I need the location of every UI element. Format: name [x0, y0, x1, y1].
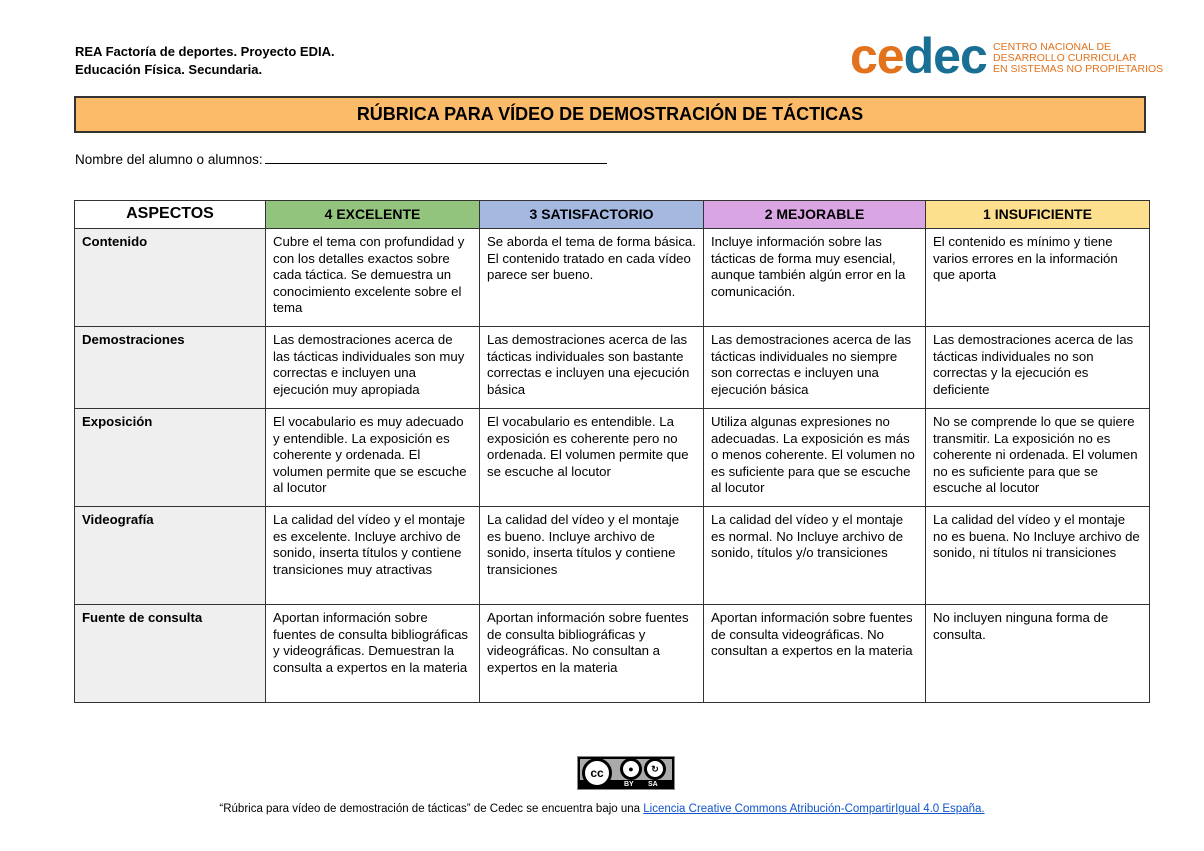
header-line-1: REA Factoría de deportes. Proyecto EDIA.: [75, 44, 335, 59]
header-level-3: 3 SATISFACTORIO: [480, 201, 704, 229]
license-link[interactable]: Licencia Creative Commons Atribución-CompartirIgual 4.0 España.: [643, 803, 985, 815]
attribution-person-icon: ●: [620, 758, 642, 780]
table-cell: La calidad del vídeo y el montaje no es buena. No Incluye archivo de sonido, ni títulos ni transiciones: [926, 507, 1150, 605]
cc-icon: cc: [582, 758, 612, 788]
header-level-4: 4 EXCELENTE: [266, 201, 480, 229]
logo-word-part-1: ce: [850, 28, 904, 84]
logo-sub-line-2: DESARROLLO CURRICULAR: [993, 52, 1137, 64]
table-cell: Incluye información sobre las tácticas de forma muy esencial, aunque también algún error en la comunicación.: [704, 229, 926, 327]
share-alike-icon: ↻: [644, 758, 666, 780]
student-name-field: [75, 151, 607, 167]
table-cell: El vocabulario es muy adecuado y entendible. La exposición es coherente y ordenada. El volumen permite que se escuche al locutor: [266, 409, 480, 507]
header-level-2: 2 MEJORABLE: [704, 201, 926, 229]
sa-label: SA: [648, 781, 658, 788]
table-cell: El vocabulario es entendible. La exposición es coherente pero no ordenada. El volumen permite que se escuche al locutor: [480, 409, 704, 507]
table-cell: El contenido es mínimo y tiene varios errores en la información que aporta: [926, 229, 1150, 327]
rubric-table: [74, 200, 1150, 703]
table-cell: Utiliza algunas expresiones no adecuadas. La exposición es más o menos coherente. El volumen no es suficiente para que se escuche al locutor: [704, 409, 926, 507]
table-cell: Las demostraciones acerca de las tácticas individuales no son correctas y la ejecución es deficiente: [926, 327, 1150, 409]
table-row: [75, 327, 1150, 409]
table-cell: Se aborda el tema de forma básica. El contenido tratado en cada vídeo parece ser bueno.: [480, 229, 704, 327]
logo-sub-line-3: EN SISTEMAS NO PROPIETARIOS: [993, 63, 1164, 75]
student-name-blank-line: [265, 151, 607, 164]
table-cell: La calidad del vídeo y el montaje es bueno. Incluye archivo de sonido, inserta títulos y contiene transiciones: [480, 507, 704, 605]
cc-by-sa-badge: [577, 756, 675, 790]
logo-subtitle: [993, 42, 1163, 75]
logo-word-part-2: dec: [903, 28, 987, 84]
student-name-label: Nombre del alumno o alumnos:: [75, 152, 263, 167]
table-cell: Cubre el tema con profundidad y con los detalles exactos sobre cada táctica. Se demuestra un conocimiento excelente sobre el tema: [266, 229, 480, 327]
row-aspect: Exposición: [75, 409, 266, 507]
by-label: BY: [624, 781, 634, 788]
table-cell: La calidad del vídeo y el montaje es excelente. Incluye archivo de sonido, inserta títulos y contiene transiciones muy atractivas: [266, 507, 480, 605]
table-cell: Las demostraciones acerca de las tácticas individuales son muy correctas e incluyen una ejecución muy apropiada: [266, 327, 480, 409]
logo-wordmark: [850, 28, 987, 84]
table-row: [75, 229, 1150, 327]
table-row: [75, 605, 1150, 703]
table-cell: Aportan información sobre fuentes de consulta videográficas. No consultan a expertos en la materia: [704, 605, 926, 703]
table-cell: Las demostraciones acerca de las tácticas individuales son bastante correctas e incluyen una ejecución básica: [480, 327, 704, 409]
rubric-header-row: [75, 201, 1150, 229]
license-footer: [0, 803, 1204, 815]
row-aspect: Demostraciones: [75, 327, 266, 409]
header-level-1: 1 INSUFICIENTE: [926, 201, 1150, 229]
table-cell: La calidad del vídeo y el montaje es normal. No Incluye archivo de sonido, títulos y/o transiciones: [704, 507, 926, 605]
row-aspect: Videografía: [75, 507, 266, 605]
table-row: [75, 507, 1150, 605]
table-row: [75, 409, 1150, 507]
table-cell: Aportan información sobre fuentes de consulta bibliográficas y videográficas. No consultan a expertos en la materia: [480, 605, 704, 703]
row-aspect: Fuente de consulta: [75, 605, 266, 703]
logo-sub-line-1: CENTRO NACIONAL DE: [993, 41, 1112, 53]
header-line-2: Educación Física. Secundaria.: [75, 62, 263, 77]
table-cell: No se comprende lo que se quiere transmitir. La exposición no es coherente ni ordenada. El volumen no es suficiente para que se escuche al locutor: [926, 409, 1150, 507]
header-aspects: ASPECTOS: [75, 201, 266, 229]
document-title: RÚBRICA PARA VÍDEO DE DEMOSTRACIÓN DE TÁCTICAS: [74, 96, 1146, 133]
row-aspect: Contenido: [75, 229, 266, 327]
table-cell: Las demostraciones acerca de las tácticas individuales no siempre son correctas e incluyen una ejecución básica: [704, 327, 926, 409]
license-text: “Rúbrica para vídeo de demostración de tácticas” de Cedec se encuentra bajo una: [219, 803, 644, 815]
table-cell: No incluyen ninguna forma de consulta.: [926, 605, 1150, 703]
document-header: [75, 43, 335, 79]
table-cell: Aportan información sobre fuentes de consulta bibliográficas y videográficas. Demuestran la consulta a expertos en la materia: [266, 605, 480, 703]
